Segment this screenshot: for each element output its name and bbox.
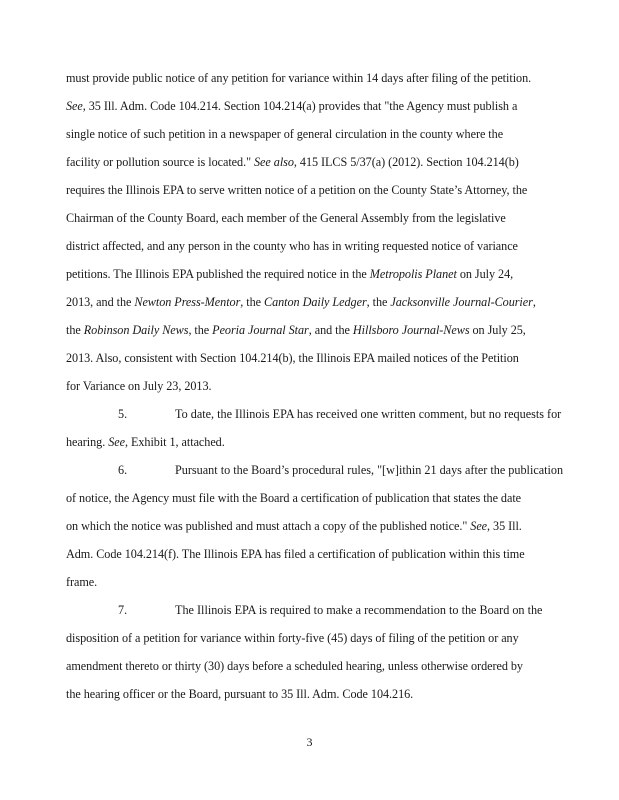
paragraph-number: 7. — [118, 603, 128, 617]
text-line: The Illinois EPA is required to make a recommendation to the Board on the — [175, 603, 543, 617]
text-line: must provide public notice of any petition for variance within 14 days after filing of the petition. — [66, 71, 532, 85]
text-line: facility or pollution source is located." See also, 415 ILCS 5/37(a) (2012). Section 104.214(b) — [66, 155, 519, 169]
text-line: 2013. Also, consistent with Section 104.214(b), the Illinois EPA mailed notices of the Petition — [66, 351, 519, 365]
text-line: for Variance on July 23, 2013. — [66, 379, 212, 393]
page-number: 3 — [306, 735, 313, 749]
text-line: To date, the Illinois EPA has received one written comment, but no requests for — [175, 407, 562, 421]
text-line: the Robinson Daily News, the Peoria Journal Star, and the Hillsboro Journal-News on July 25, — [66, 323, 526, 337]
text-line: frame. — [66, 575, 98, 589]
text-line: on which the notice was published and must attach a copy of the published notice." See, 35 Ill. — [66, 519, 522, 533]
text-line: Chairman of the County Board, each member of the General Assembly from the legislative — [66, 211, 506, 225]
text-line: the hearing officer or the Board, pursuant to 35 Ill. Adm. Code 104.216. — [66, 687, 414, 701]
text-line: Adm. Code 104.214(f). The Illinois EPA has filed a certification of publication within this time — [66, 547, 525, 561]
text-line: 2013, and the Newton Press-Mentor, the Canton Daily Ledger, the Jacksonville Journal-Courier, — [66, 295, 536, 309]
paragraph-number: 6. — [118, 463, 128, 477]
text-line: disposition of a petition for variance within forty-five (45) days of filing of the petition or any — [66, 631, 519, 645]
paragraph-number: 5. — [118, 407, 128, 421]
text-line: See, 35 Ill. Adm. Code 104.214. Section 104.214(a) provides that "the Agency must publish a — [66, 99, 518, 113]
text-line: single notice of such petition in a newspaper of general circulation in the county where the — [66, 127, 504, 141]
text-line: hearing. See, Exhibit 1, attached. — [66, 435, 225, 449]
text-line: amendment thereto or thirty (30) days before a scheduled hearing, unless otherwise ordered by — [66, 659, 523, 673]
text-line: district affected, and any person in the county who has in writing requested notice of variance — [66, 239, 518, 253]
text-line: petitions. The Illinois EPA published the required notice in the Metropolis Planet on July 24, — [66, 267, 514, 281]
text-line: Pursuant to the Board’s procedural rules, "[w]ithin 21 days after the publication — [175, 463, 564, 477]
text-line: requires the Illinois EPA to serve written notice of a petition on the County State’s Attorney, the — [66, 183, 528, 197]
text-line: of notice, the Agency must file with the Board a certification of publication that states the date — [66, 491, 522, 505]
